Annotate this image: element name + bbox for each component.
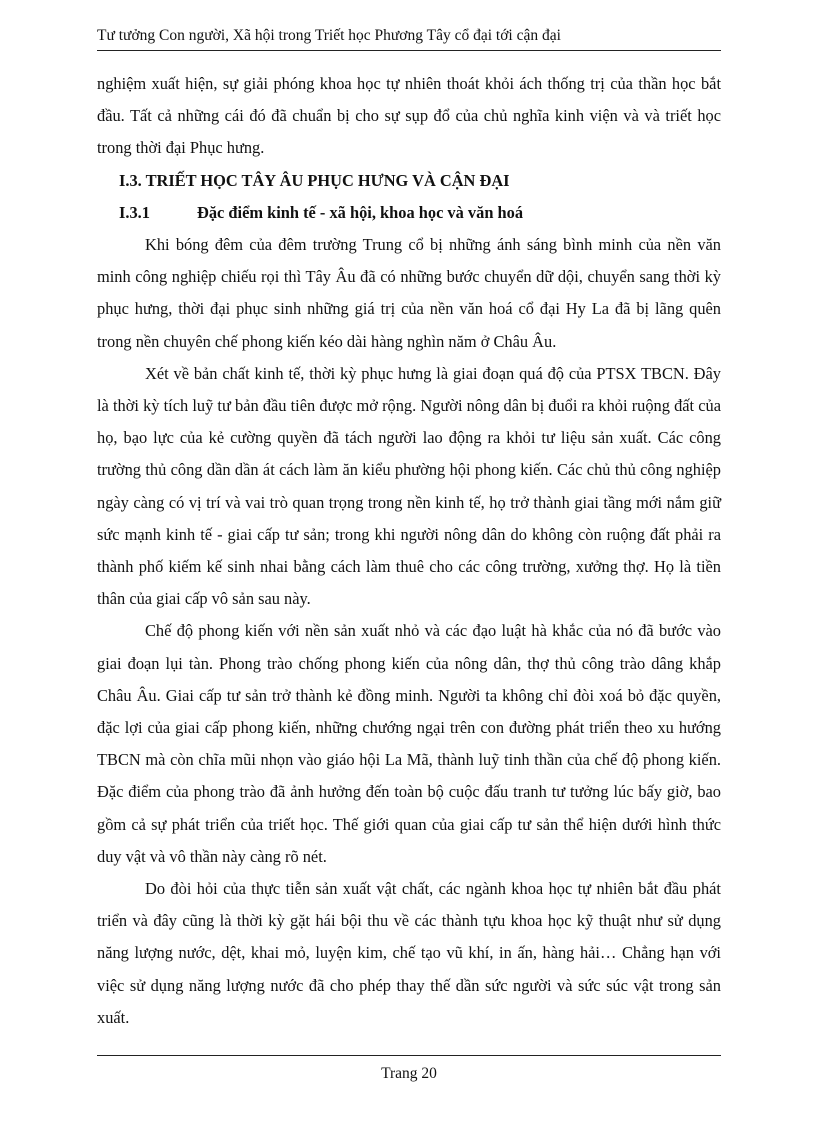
subsection-title: Đặc điểm kinh tế - xã hội, khoa học và văn hoá xyxy=(197,202,524,222)
subsection-number: I.3.1 xyxy=(119,202,150,222)
body-paragraph: Chế độ phong kiến với nền sản xuất nhỏ và các đạo luật hà khắc của nó đã bước vào giai đoạn lụi tàn. Phong trào chống phong kiến của nông dân, thợ thủ công trào dâng khắp Châu Âu. Giai cấp tư sản trở thành kẻ đồng minh. Người ta không chỉ đòi xoá bỏ đặc quyền, đặc lợi của giai cấp phong kiến, những chướng ngại trên con đường phát triển theo xu hướng TBCN mà còn chĩa mũi nhọn vào giáo hội La Mã, thành luỹ tinh thần của chế độ phong kiến. Đặc điểm của phong trào đã ảnh hưởng đến toàn bộ cuộc đấu tranh tư tưởng lúc bấy giờ, bao gồm cả sự phát triển của triết học. Thế giới quan của giai cấp tư sản thể hiện dưới hình thức duy vật và vô thần này càng rõ nét. xyxy=(97,621,721,866)
page-number: Trang 20 xyxy=(381,1065,437,1082)
footer-divider xyxy=(97,1055,721,1056)
document-body xyxy=(97,68,721,1034)
page-header xyxy=(97,26,721,46)
section-heading: I.3. TRIẾT HỌC TÂY ÂU PHỤC HƯNG VÀ CẬN ĐẠI xyxy=(119,170,510,190)
body-paragraph: Khi bóng đêm của đêm trường Trung cổ bị những ánh sáng bình minh của nền văn minh công nghiệp chiếu rọi thì Tây Âu đã có những bước chuyển dữ dội, chuyển sang thời kỳ phục hưng, thời đại phục sinh những giá trị của nền văn hoá cổ đại Hy La đã bị lãng quên trong nền chuyên chế phong kiến kéo dài hàng nghìn năm ở Châu Âu. xyxy=(97,235,721,351)
header-divider xyxy=(97,50,721,51)
header-title: Tư tưởng Con người, Xã hội trong Triết học Phương Tây cổ đại tới cận đại xyxy=(97,27,561,44)
page-footer xyxy=(97,1064,721,1084)
body-paragraph: Xét về bản chất kinh tế, thời kỳ phục hưng là giai đoạn quá độ của PTSX TBCN. Đây là thời kỳ tích luỹ tư bản đầu tiên được mở rộng. Người nông dân bị đuổi ra khỏi ruộng đất của họ, bạo lực của kẻ cường quyền đã tách người lao động ra khỏi tư liệu sản xuất. Các công trường thủ công dần dần át cách làm ăn kiểu phường hội phong kiến. Các chủ thủ công nghiệp ngày càng có vị trí và vai trò quan trọng trong nền kinh tế, họ trở thành giai tầng mới nắm giữ sức mạnh kinh tế - giai cấp tư sản; trong khi người nông dân do không còn ruộng đất phải ra thành phố kiếm kế sinh nhai bằng cách làm thuê cho các công trường, xưởng thợ. Họ là tiền thân của giai cấp vô sản sau này. xyxy=(97,363,721,609)
subsection-heading xyxy=(97,197,721,229)
continuation-paragraph: nghiệm xuất hiện, sự giải phóng khoa học tự nhiên thoát khỏi ách thống trị của thần học bắt đầu. Tất cả những cái đó đã chuẩn bị cho sự sụp đổ của chủ nghĩa kinh viện và và triết học trong thời đại Phục hưng. xyxy=(97,74,721,158)
body-paragraph: Do đòi hỏi của thực tiễn sản xuất vật chất, các ngành khoa học tự nhiên bắt đầu phát triển và đây cũng là thời kỳ gặt hái bội thu về các thành tựu khoa học kỹ thuật như sử dụng năng lượng nước, dệt, khai mỏ, luyện kim, chế tạo vũ khí, in ấn, hàng hải… Chẳng hạn với việc sử dụng năng lượng nước đã cho phép thay thế dần sức người và sức súc vật trong sản xuất. xyxy=(97,879,721,1027)
